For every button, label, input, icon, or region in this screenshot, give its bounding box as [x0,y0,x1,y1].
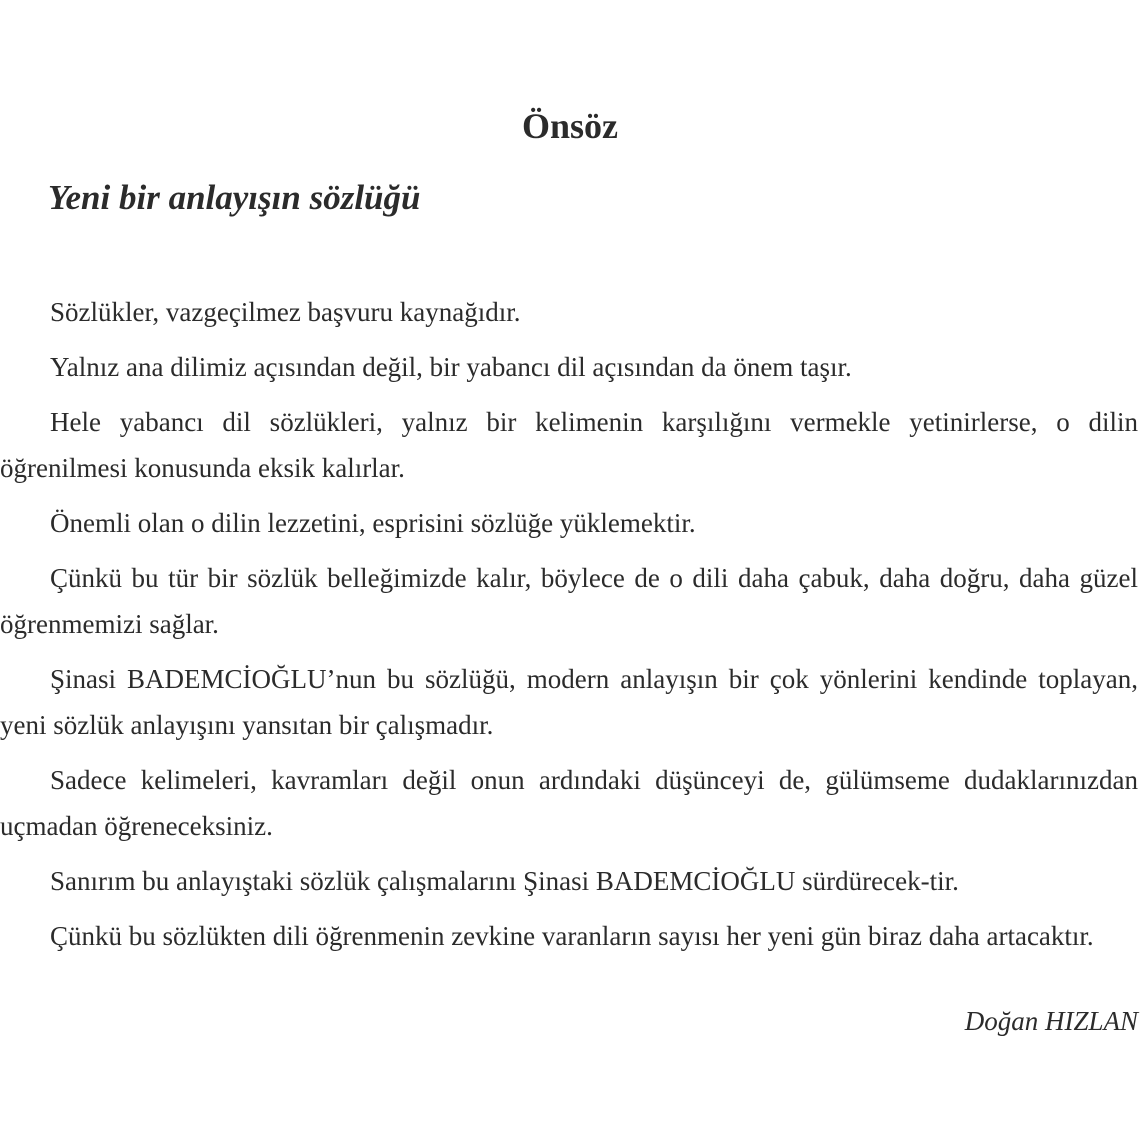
paragraph: Yalnız ana dilimiz açısından değil, bir yabancı dil açısından da önem taşır. [50,352,852,382]
paragraph: Şinasi BADEMCİOĞLU’nun bu sözlüğü, modern anlayışın bir çok yönlerini kendinde toplayan, yeni sözlük anlayışını yansıtan bir çalışmadır. [0,664,1138,740]
paragraph: Sanırım bu anlayıştaki sözlük çalışmalarını Şinasi BADEMCİOĞLU sürdürecek-tir. [50,866,959,896]
paragraph: Hele yabancı dil sözlükleri, yalnız bir kelimenin karşılığını vermekle yetinirlerse, o dilin öğrenilmesi konusunda eksik kalırlar. [0,407,1138,483]
body-text [0,289,1138,968]
paragraph: Çünkü bu sözlükten dili öğrenmenin zevkine varanların sayısı her yeni gün biraz daha artacaktır. [50,921,1094,951]
paragraph: Sözlükler, vazgeçilmez başvuru kaynağıdır. [50,297,521,327]
page-title: Önsöz [521,106,618,146]
paragraph: Önemli olan o dilin lezzetini, esprisini sözlüğe yüklemektir. [50,508,696,538]
subtitle: Yeni bir anlayışın sözlüğü [48,178,421,217]
paragraph: Sadece kelimeleri, kavramları değil onun ardındaki düşünceyi de, gülümseme dudaklarınızdan uçmadan öğreneceksiniz. [0,765,1138,841]
author-signature: Doğan HIZLAN [964,1006,1138,1036]
paragraph: Çünkü bu tür bir sözlük belleğimizde kalır, böylece de o dili daha çabuk, daha doğru, daha güzel öğrenmemizi sağlar. [0,563,1138,639]
